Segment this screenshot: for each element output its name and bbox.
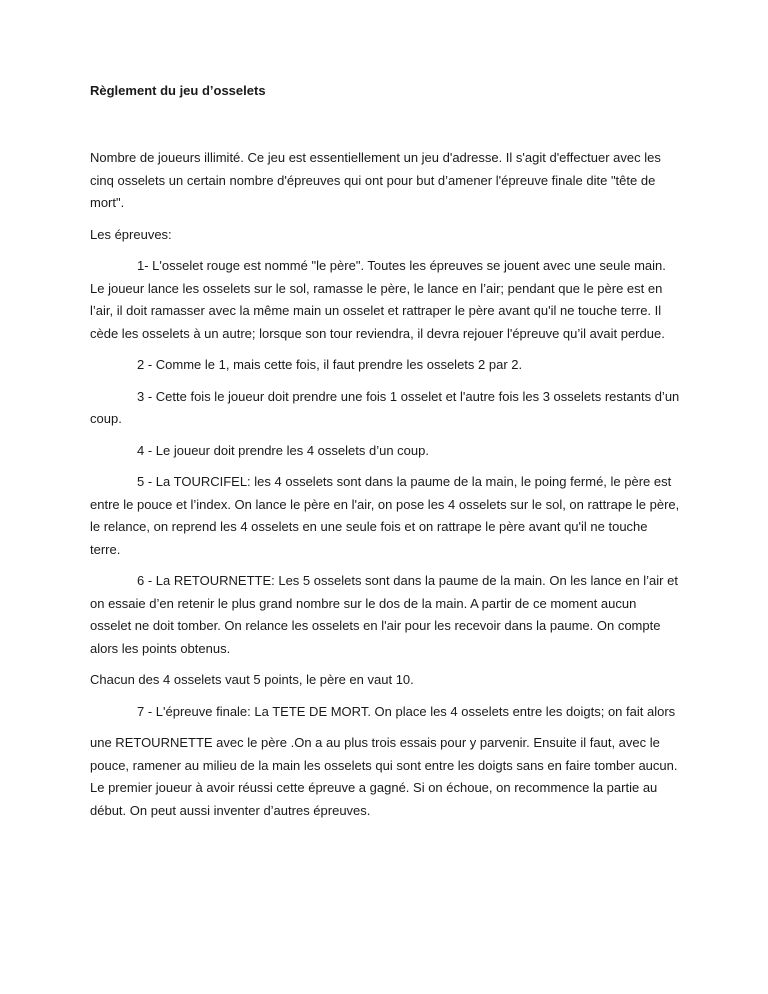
rule-7-paragraph: 7 - L'épreuve finale: La TETE DE MORT. On place les 4 osselets entre les doigts; on fait alors [137,703,676,719]
rule-5-paragraph: 5 - La TOURCIFEL: les 4 osselets sont dans la paume de la main, le poing fermé, le père est entre le pouce et l’index. On lance le père en l'air, on pose les 4 osselets sur le sol, on rattrape le père, le relance, on reprend les 4 osselets en une seule fois et on rattrape le père avant qu'il ne touche terre. [90,474,680,557]
rule-7-continued-paragraph: une RETOURNETTE avec le père .On a au plus trois essais pour y parvenir. Ensuite il faut, avec le pouce, ramener au milieu de la main les osselets qui sont entre les doigts sans en faire tomber aucun. Le premier joueur à avoir réussi cette épreuve a gagné. Si on échoue, on recommence la partie au début. On peut aussi inventer d’autres épreuves. [90,735,678,818]
intro-paragraph: Nombre de joueurs illimité. Ce jeu est essentiellement un jeu d'adresse. Il s'agit d'effectuer avec les cinq osselets un certain nombre d'épreuves qui ont pour but d’amener l'épreuve finale dite "tête de mort". [90,150,661,210]
document-title: Règlement du jeu d’osselets [90,83,266,98]
rule-4-paragraph: 4 - Le joueur doit prendre les 4 osselets d’un coup. [137,442,429,458]
epreuves-label: Les épreuves: [90,226,172,242]
rule-2-paragraph: 2 - Comme le 1, mais cette fois, il faut prendre les osselets 2 par 2. [137,357,523,372]
rule-1-paragraph: 1- L'osselet rouge est nommé "le père". Toutes les épreuves se jouent avec une seule main. Le joueur lance les osselets sur le sol, ramasse le père, le lance en l’air; pendant que le père est en l’air, il doit ramasser avec la même main un osselet et rattraper le père avant qu'il ne touche terre. Il cède les osselets à un autre; lorsque son tour reviendra, il devra rejouer l'épreuve qu’il avait perdue. [90,258,666,341]
rule-6-paragraph: 6 - La RETOURNETTE: Les 5 osselets sont dans la paume de la main. On les lance en l’air et on essaie d’en retenir le plus grand nombre sur le dos de la main. A partir de ce moment aucun osselet ne doit tomber. On relance les osselets en l'air pour les recevoir dans la paume. On compte alors les points obtenus. [90,573,678,656]
rule-3-paragraph: 3 - Cette fois le joueur doit prendre une fois 1 osselet et l'autre fois les 3 osselets restants d’un coup. [90,388,680,426]
document-page [90,80,680,822]
points-note: Chacun des 4 osselets vaut 5 points, le père en vaut 10. [90,672,414,687]
